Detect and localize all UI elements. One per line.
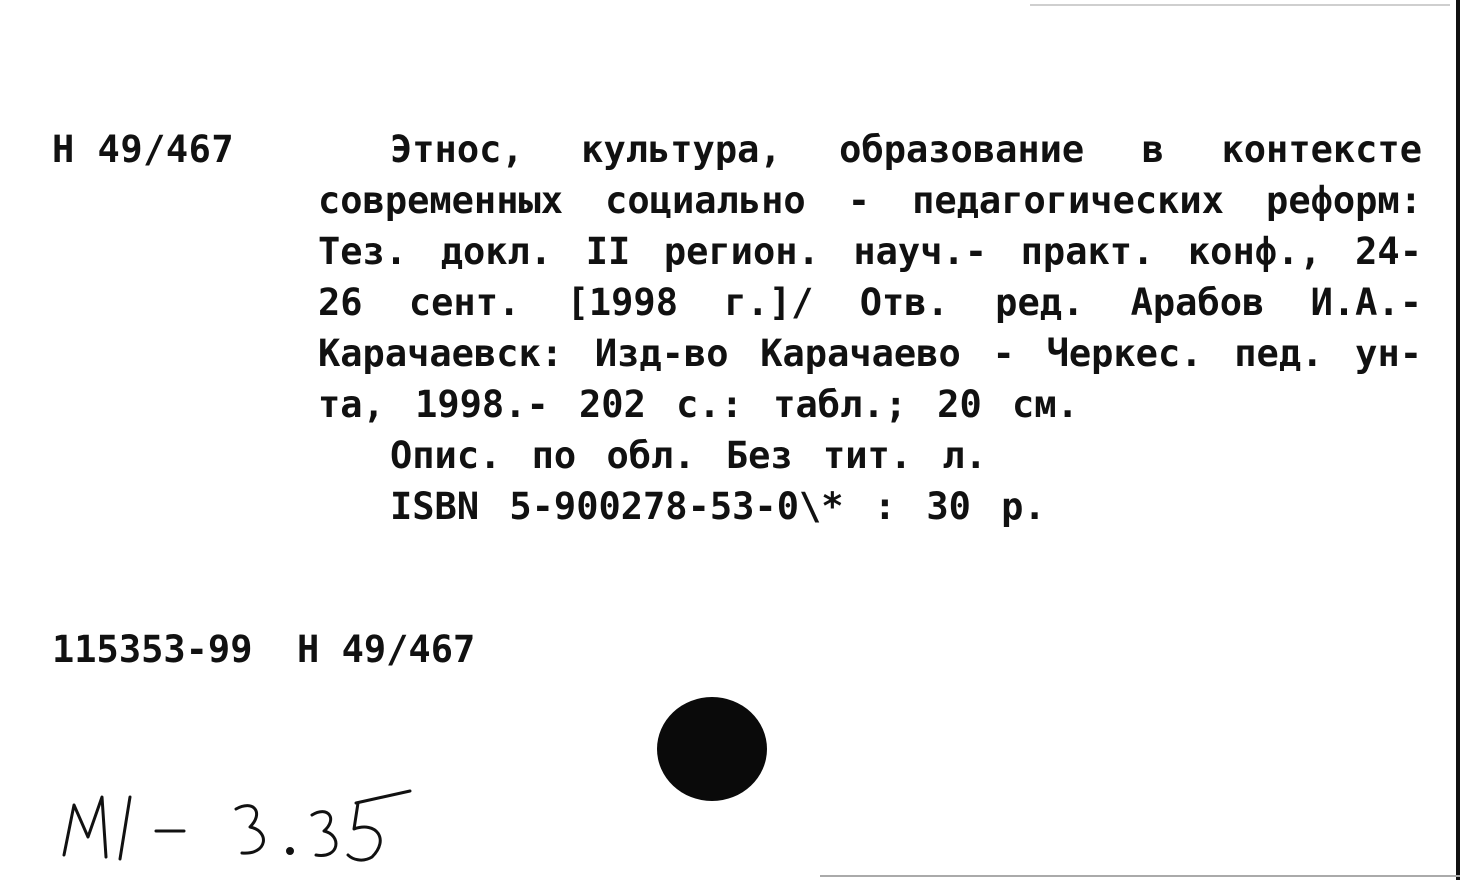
bibliographic-entry [318,124,1422,532]
card-footer [52,628,475,671]
card-right-edge [1456,0,1460,880]
handwritten-note [58,775,418,870]
inventory-number: 115353-99 [52,628,253,671]
entry-description: Этнос, культура, образование в контексте современных социально - педагогических реформ: Тез. докл. II регион. науч.- практ. конф., 24-26 сент. [1998 г.]/ Отв. ред. Арабов И.А.- Карачаевск: Изд-во Карачаево - Черкес. пед. ун-та, 1998.- 202 с.: табл.; 20 см. [318,128,1422,426]
card-bottom-edge [820,875,1460,877]
punch-hole [657,697,767,801]
entry-isbn: ISBN 5-900278-53-0\* : 30 р. [390,485,1046,528]
card-top-edge [1030,4,1450,6]
shelfmark: Н 49/467 [52,128,235,171]
shelfmark-bottom: Н 49/467 [297,628,476,671]
handwritten-note-drawing [58,775,418,870]
entry-note: Опис. по обл. Без тит. л. [390,434,987,477]
